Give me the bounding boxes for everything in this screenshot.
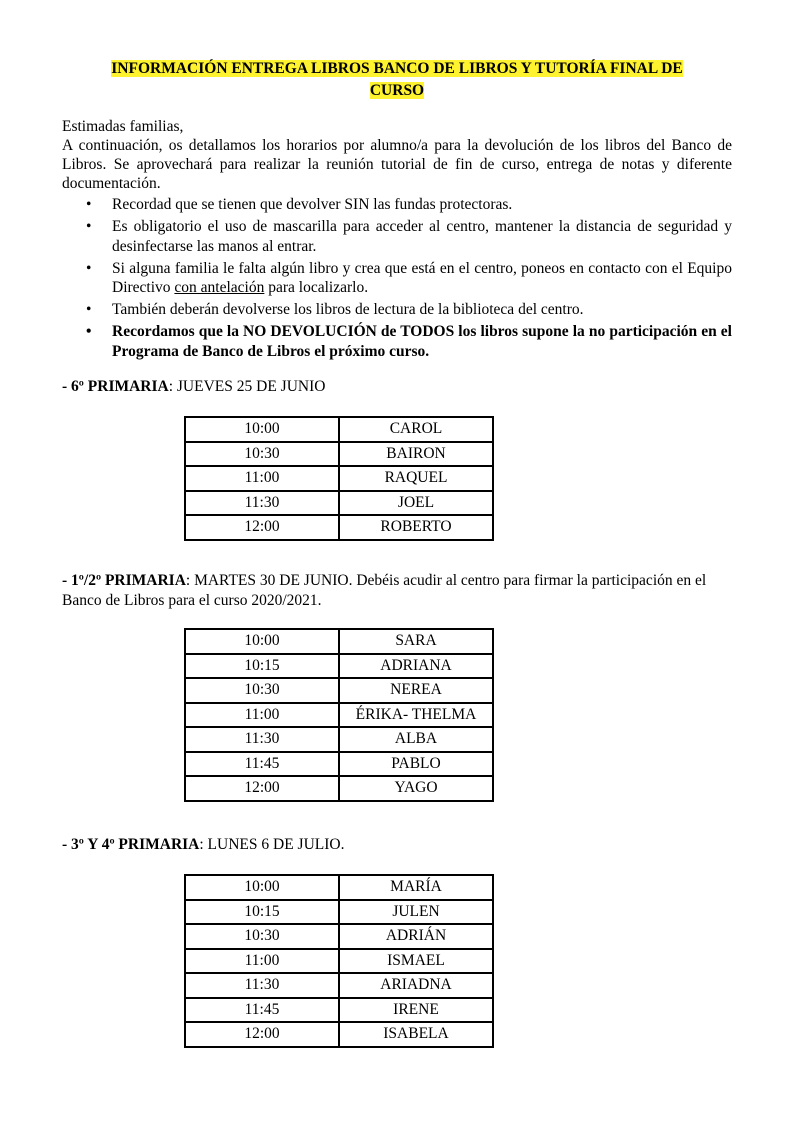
table-row: 10:00 MARÍA	[185, 875, 493, 900]
bullet-icon: •	[86, 259, 92, 277]
intro	[62, 117, 732, 193]
document-title	[62, 58, 732, 102]
intro-paragraph: A continuación, os detallamos los horarios por alumno/a para la devolución de los libros del Banco de Libros. Se aprovechará para realizar la reunión tutorial de fin de curso, entrega de notas y diferente documentación.	[62, 137, 732, 192]
greeting: Estimadas familias,	[62, 118, 184, 135]
bullet-icon: •	[86, 218, 92, 235]
table-row: 10:00 SARA	[185, 629, 493, 654]
schedule-table-3-4-primaria	[184, 874, 494, 1048]
table-row: 10:30 ADRIÁN	[185, 924, 493, 949]
table-row: 11:00 RAQUEL	[185, 466, 493, 491]
table-row: 11:30 ARIADNA	[185, 973, 493, 998]
title-line-2: CURSO	[369, 82, 425, 99]
table-row: 11:00 ISMAEL	[185, 949, 493, 974]
bullet-icon: •	[86, 301, 92, 318]
notice-item: • También deberán devolverse los libros de lectura de la biblioteca del centro.	[86, 301, 584, 318]
table-row: 10:15 JULEN	[185, 900, 493, 925]
bullet-icon: •	[86, 323, 92, 340]
underlined-text: con antelación	[174, 279, 265, 296]
notice-list	[62, 195, 732, 364]
table-row: 10:15 ADRIANA	[185, 654, 493, 679]
title-line-1: INFORMACIÓN ENTREGA LIBROS BANCO DE LIBROS Y TUTORÍA FINAL DE	[111, 60, 683, 77]
table-row: 10:30 NEREA	[185, 678, 493, 703]
table-row: 12:00 ISABELA	[185, 1022, 493, 1047]
notice-item-bold: • Recordamos que la NO DEVOLUCIÓN de TODOS los libros supone la no participación en el Programa de Banco de Libros el próximo curso.	[86, 323, 732, 360]
table-row: 10:30 BAIRON	[185, 442, 493, 467]
table-row: 11:45 PABLO	[185, 752, 493, 777]
notice-item: • Si alguna familia le falta algún libro y crea que está en el centro, poneos en contacto con el Equipo Directivo con antelación para localizarlo.	[86, 259, 732, 296]
section-heading-3-4-primaria: - 3º Y 4º PRIMARIA: LUNES 6 DE JULIO.	[62, 836, 345, 853]
schedule-table-1-2-primaria	[184, 628, 494, 802]
table-row: 12:00 ROBERTO	[185, 515, 493, 540]
table-row: 11:45 IRENE	[185, 998, 493, 1023]
section-heading-1-2-primaria: - 1º/2º PRIMARIA: MARTES 30 DE JUNIO. Debéis acudir al centro para firmar la participación en el Banco de Libros para el curso 2020/2021.	[62, 572, 707, 609]
schedule-table-6-primaria	[184, 416, 494, 541]
section-heading-6-primaria: - 6º PRIMARIA: JUEVES 25 DE JUNIO	[62, 378, 326, 395]
table-row: 10:00 CAROL	[185, 417, 493, 442]
table-row: 11:00 ÉRIKA- THELMA	[185, 703, 493, 728]
notice-item: • Recordad que se tienen que devolver SIN las fundas protectoras.	[86, 196, 513, 213]
notice-item: • Es obligatorio el uso de mascarilla para acceder al centro, mantener la distancia de seguridad y desinfectarse las manos al entrar.	[86, 218, 732, 255]
bullet-icon: •	[86, 196, 92, 213]
table-row: 11:30 JOEL	[185, 491, 493, 516]
table-row: 11:30 ALBA	[185, 727, 493, 752]
table-row: 12:00 YAGO	[185, 776, 493, 801]
